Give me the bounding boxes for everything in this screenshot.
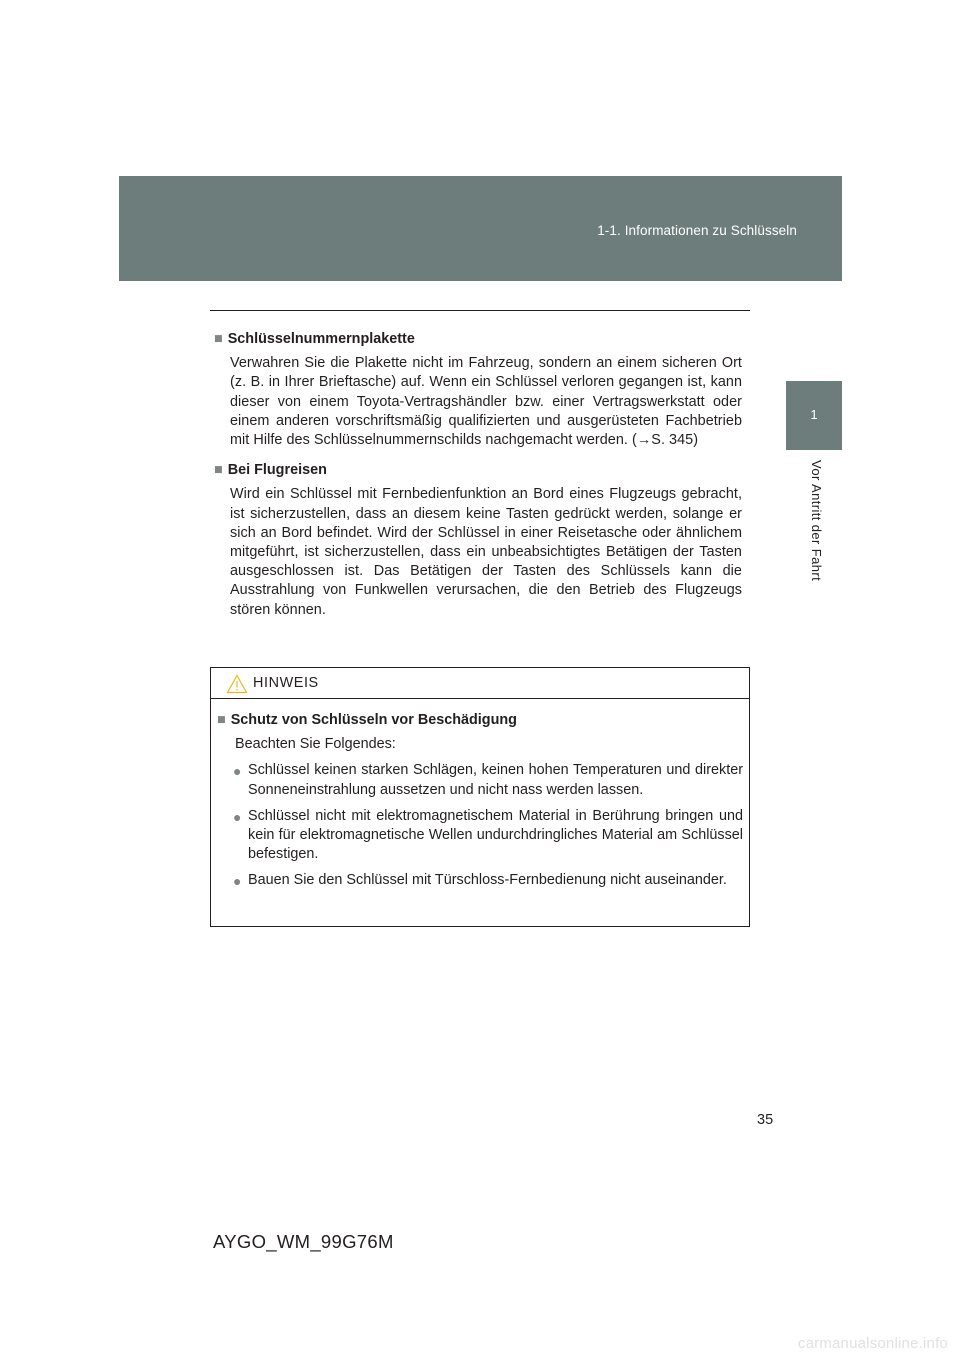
notice-heading: ■ Schutz von Schlüsseln vor Beschädigung xyxy=(217,712,517,728)
chapter-label: Vor Antritt der Fahrt xyxy=(809,460,824,582)
section-title: 1-1. Informationen zu Schlüsseln xyxy=(597,223,797,238)
notice-body xyxy=(211,699,749,891)
list-item: ● Schlüssel keinen starken Schlägen, keinen hohen Temperaturen und direkter Sonneneinstrahlung aussetzen und nicht nass werden lassen. xyxy=(233,762,743,798)
chapter-tab[interactable] xyxy=(786,381,842,450)
section-paragraph: Verwahren Sie die Plakette nicht im Fahrzeug, sondern an einem sicheren Ort (z. B. in Ihrer Brieftasche) auf. Wenn ein Schlüssel verloren gegangen ist, kann dieser von einem Toyota-Vertragshändler bzw. einer Vertragswerkstatt oder einem anderen vorschriftsmäßig qualifizierten und ausgerüsteten Fachbetrieb mit Hilfe des Schlüsselnummernschilds nachgemacht werden. (→S. 345) xyxy=(230,355,742,449)
square-bullet-icon: ■ xyxy=(214,331,223,347)
document-code: AYGO_WM_99G76M xyxy=(213,1231,394,1252)
square-bullet-icon: ■ xyxy=(217,712,226,728)
warning-triangle-icon xyxy=(226,674,248,694)
circle-bullet-icon: ● xyxy=(233,763,242,780)
section-heading: ■ Bei Flugreisen xyxy=(214,462,327,479)
notice-box xyxy=(210,667,750,927)
header-band xyxy=(119,176,842,281)
circle-bullet-icon: ● xyxy=(233,873,242,890)
circle-bullet-icon: ● xyxy=(233,808,242,825)
list-item: ● Bauen Sie den Schlüssel mit Türschloss-Fernbedienung nicht auseinander. xyxy=(248,871,743,890)
notice-intro: Beachten Sie Folgendes: xyxy=(235,736,396,753)
section-heading: ■ Schlüsselnummernplakette xyxy=(214,331,415,347)
square-bullet-icon: ■ xyxy=(214,462,223,479)
top-divider xyxy=(210,310,750,311)
section-paragraph: Wird ein Schlüssel mit Fernbedienfunktion an Bord eines Flugzeugs gebracht, ist sicherzustellen, dass an diesem keine Tasten gedrückt werden, solange er sich an Bord befindet. Wird der Schlüssel in einer Reisetasche oder ähnlichem mitgeführt, ist sicherzustellen, dass ein unbeabsichtigtes Betätigen der Tasten ausgeschlossen ist. Das Betätigen der Tasten des Schlüssels kann die Ausstrahlung von Funkwellen verursachen, die den Betrieb des Flugzeugs stören können. xyxy=(230,486,742,618)
chapter-number: 1 xyxy=(810,407,818,422)
notice-title: HINWEIS xyxy=(253,675,319,691)
main-content xyxy=(214,330,742,631)
page-number: 35 xyxy=(757,1112,774,1128)
notice-header xyxy=(211,668,749,699)
watermark: carmanualsonline.info xyxy=(797,1335,948,1352)
list-item: ● Schlüssel nicht mit elektromagnetischem Material in Berührung bringen und kein für elektromagnetische Wellen undurchdringliches Material am Schlüssel befestigen. xyxy=(233,807,743,863)
